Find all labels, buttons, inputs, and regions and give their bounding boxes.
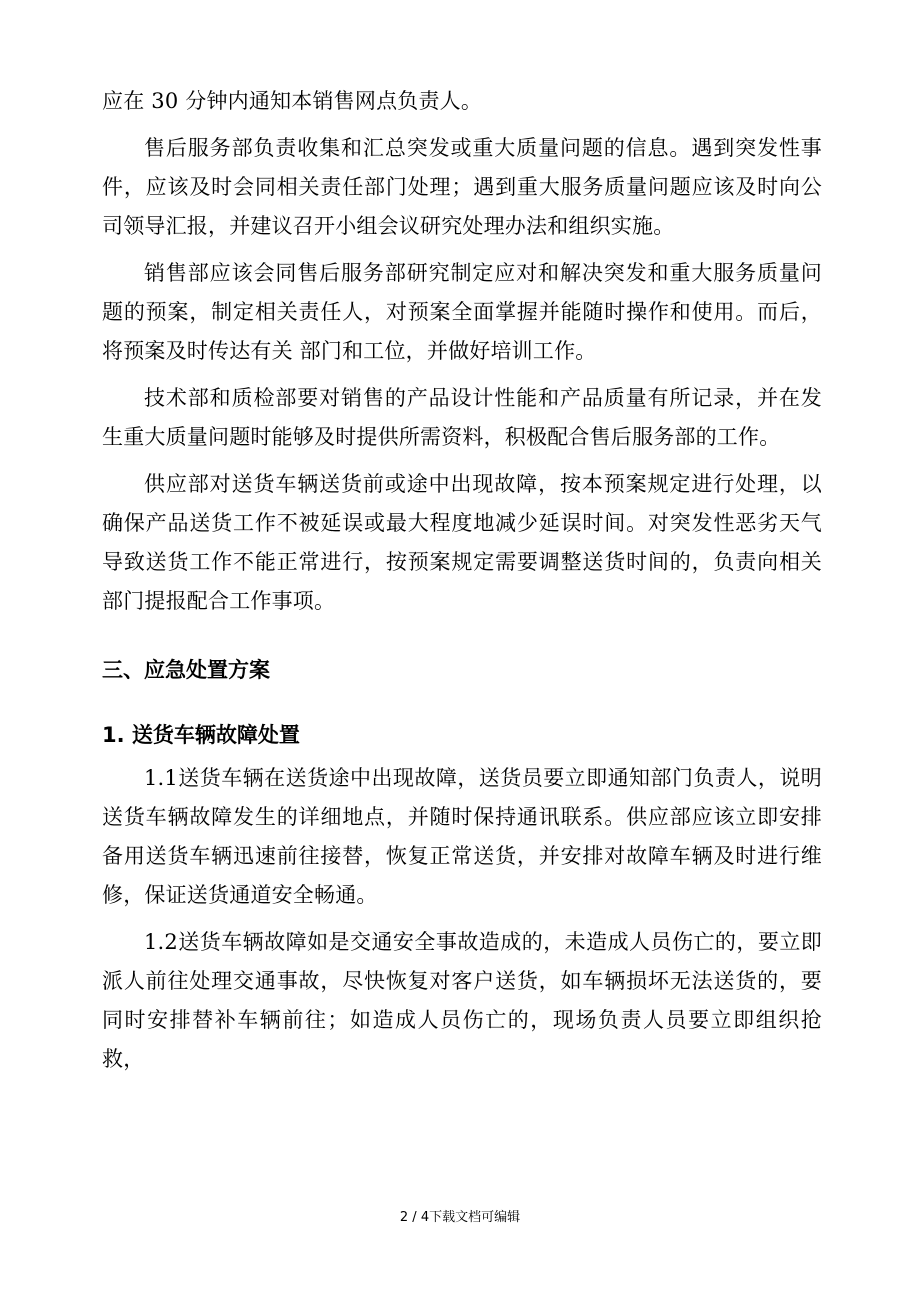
section-heading: 三、应急处置方案 (102, 658, 270, 682)
paragraph-tech-qc: 技术部和质检部要对销售的产品设计性能和产品质量有所记录，并在发生重大质量问题时能够及时提供所需资料，积极配合售后服务部的工作。 (102, 386, 822, 449)
paragraph-sales-dept: 销售部应该会同售后服务部研究制定应对和解决突发和重大服务质量问题的预案，制定相关责任人，对预案全面掌握并能随时操作和使用。而后，将预案及时传达有关 部门和工位，并做好培训工作。 (102, 261, 822, 363)
page-footer: 2 / 4下载文档可编辑 (399, 1210, 521, 1225)
paragraph-1-2: 1.2送货车辆故障如是交通安全事故造成的，未造成人员伤亡的，要立即派人前往处理交通事故，尽快恢复对客户送货，如车辆损坏无法送货的，要同时安排替补车辆前往；如造成人员伤亡的，现场负责人员要立即组织抢救， (102, 930, 822, 1071)
subsection-heading: 1. 送货车辆故障处置 (102, 723, 300, 747)
document-body (102, 82, 822, 1087)
paragraph-notify-owner: 应在 30 分钟内通知本销售网点负责人。 (102, 89, 483, 113)
paragraph-supply-dept: 供应部对送货车辆送货前或途中出现故障，按本预案规定进行处理，以确保产品送货工作不被延误或最大程度地减少延误时间。对突发性恶劣天气导致送货工作不能正常进行，按预案规定需要调整送货时间的，负责向相关部门提报配合工作事项。 (102, 472, 822, 613)
paragraph-1-1: 1.1送货车辆在送货途中出现故障，送货员要立即通知部门负责人，说明送货车辆故障发生的详细地点，并随时保持通讯联系。供应部应该立即安排备用送货车辆迅速前往接替，恢复正常送货，并安排对故障车辆及时进行维修，保证送货通道安全畅通。 (102, 766, 822, 907)
paragraph-after-sales: 售后服务部负责收集和汇总突发或重大质量问题的信息。遇到突发性事件，应该及时会同相关责任部门处理；遇到重大服务质量问题应该及时向公司领导汇报，并建议召开小组会议研究处理办法和组织实施。 (102, 136, 822, 238)
